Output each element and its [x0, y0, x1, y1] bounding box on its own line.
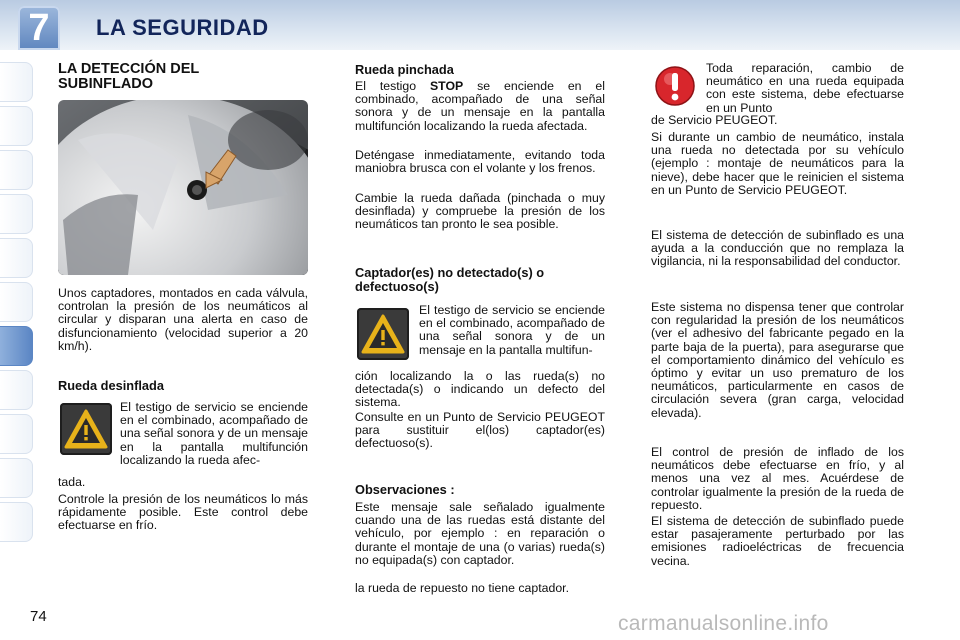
col3-paragraph-5: El control de presión de inflado de los neumáticos debe efectuarse en frío, y al menos una vez al mes. Acuérdese de controlar igualmente la presión de la rueda de repuesto. [651, 445, 904, 512]
side-tab-7-active[interactable] [0, 326, 33, 366]
pinchada-paragraph-2: Deténgase inmediatamente, evitando toda maniobra brusca con el volante y los frenos. [355, 148, 605, 176]
pinchada-paragraph-3: Cambie la rueda dañada (pinchada o muy desinflada) y compruebe la presión de los neumáticos tan pronto le sea posible. [355, 191, 605, 232]
captador-warning-text: El testigo de servicio se enciende en el combinado, acompañado de una señal sonora y de un mensaje en la pantalla multifun- [419, 303, 605, 357]
side-tab-11[interactable] [0, 502, 33, 542]
service-warning-icon [60, 403, 112, 455]
chapter-tab [18, 6, 60, 50]
side-tab-5[interactable] [0, 238, 33, 278]
observaciones-paragraph-1: Este mensaje sale señalado igualmente cuando una de las ruedas está distante del vehículo, por ejemplo : en reparación o durante el montaje de una (o varias) rueda(s) no equipada(s) con captador. [355, 500, 605, 567]
rueda-desinflada-heading: Rueda desinflada [58, 378, 164, 393]
chapter-title: LA SEGURIDAD [96, 15, 269, 40]
chapter-number: 7 [28, 7, 50, 49]
pinchada-p1-after: se enciende en el combinado, acompañado de una señal sonora y de un mensaje en la pantalla multifunción localizando la rueda afectada. [355, 79, 605, 133]
side-tab-2[interactable] [0, 106, 33, 146]
exclamation-icon [654, 64, 696, 108]
side-tab-1[interactable] [0, 62, 33, 102]
side-tab-8[interactable] [0, 370, 33, 410]
side-tab-3[interactable] [0, 150, 33, 190]
section-title-line2: SUBINFLADO [58, 76, 154, 92]
intro-paragraph: Unos captadores, montados en cada válvula, controlan la presión de los neumáticos al circular y disparan una alerta en caso de disfuncionamiento (velocidad superior a 20 km/h). [58, 286, 308, 353]
section-title-line1: LA DETECCIÓN DEL [58, 61, 200, 77]
stop-label: STOP [429, 79, 464, 93]
captador-warning-icon [357, 308, 409, 360]
col3-paragraph-6: El sistema de detección de subinflado puede estar pasajeramente perturbado por las emisiones radioeléctricas de frecuencia vecina. [651, 514, 904, 568]
desinflada-warning-text-end: tada. [58, 475, 86, 489]
pinchada-paragraph-1 [355, 80, 605, 133]
page-number: 74 [30, 608, 47, 625]
section-title [58, 62, 278, 92]
wheel-photo-illustration [58, 100, 308, 275]
warning-triangle-icon-2 [357, 308, 409, 360]
caution-text: Toda reparación, cambio de neumático en una rueda equipada con este sistema, debe efectuarse en un Punto [706, 61, 904, 115]
captador-warning-text-end: ción localizando la o las rueda(s) no detectada(s) o indicando un defecto del sistema. [355, 369, 605, 410]
captador-heading: Captador(es) no detectado(s) o defectuoso(s) [355, 265, 545, 294]
wheel-valve-photo [58, 100, 308, 275]
col3-paragraph-3: El sistema de detección de subinflado es una ayuda a la conducción que no remplaza la vigilancia, ni la responsabilidad del conductor. [651, 228, 904, 269]
warning-triangle-icon [60, 403, 112, 455]
side-tab-10[interactable] [0, 458, 33, 498]
side-tab-9[interactable] [0, 414, 33, 454]
caution-text-end: de Servicio PEUGEOT. [651, 113, 778, 127]
col3-paragraph-4: Este sistema no dispensa tener que controlar con regularidad la presión de los neumáticos (ver el adhesivo del fabricante pegado en la parte baja de la puerta), para asegurarse que el comportamiento dinámico del vehículo es óptimo y evitar un uso prematuro de los neumáticos, particularmente en casos de circulación severa (gran carga, velocidad elevada). [651, 300, 904, 420]
observaciones-paragraph-2: la rueda de repuesto no tiene captador. [355, 581, 569, 595]
side-tab-6[interactable] [0, 282, 33, 322]
caution-icon [654, 64, 696, 108]
side-tabs [0, 62, 34, 572]
desinflada-warning-text: El testigo de servicio se enciende en el combinado, acompañado de una señal sonora y de un mensaje en la pantalla multifunción localizando la rueda afec- [120, 400, 308, 467]
col3-paragraph-2: Si durante un cambio de neumático, instala una rueda no detectada por su vehículo (ejemplo : montaje de neumáticos para la nieve), debe hacer que le reinicien el sistema en un Punto de Servicio PEUGEOT. [651, 130, 904, 197]
desinflada-advice: Controle la presión de los neumáticos lo más rápidamente posible. Este control debe efectuarse en frío. [58, 492, 308, 533]
watermark: carmanualsonline.info [618, 612, 829, 635]
rueda-pinchada-heading: Rueda pinchada [355, 62, 454, 77]
observaciones-heading: Observaciones : [355, 482, 455, 497]
side-tab-4[interactable] [0, 194, 33, 234]
captador-paragraph-2: Consulte en un Punto de Servicio PEUGEOT para sustituir el(los) captador(es) defectuoso(s). [355, 410, 605, 451]
pinchada-p1-before: El testigo [355, 79, 430, 93]
